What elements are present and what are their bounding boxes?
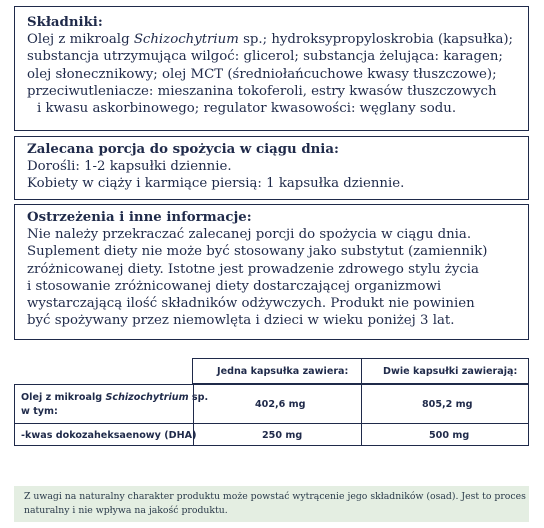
dosage-section <box>14 136 529 200</box>
warnings-section <box>14 204 529 340</box>
warnings-heading: Ostrzeżenia i inne informacje: <box>27 210 252 225</box>
ingredients-line-1-start: Olej z mikroalg <box>27 32 134 48</box>
ingredients-section <box>14 6 529 131</box>
warnings-line-4: i stosowanie zróżnicowanej diety dostarczającej organizmowi <box>27 278 442 294</box>
sediment-note <box>14 486 529 522</box>
header-two-capsules: Dwie kapsułki zawierają: <box>383 366 518 377</box>
note-line-1: Z uwagi na naturalny charakter produktu może powstać wytrącenie jego składników (osad). Jest to proces <box>24 491 526 502</box>
row-oil-label-end: sp. <box>188 392 209 403</box>
row-dha-label: -kwas dokozaheksaenowy (DHA) <box>21 430 197 441</box>
header-one-capsule: Jedna kapsułka zawiera: <box>217 366 349 377</box>
dosage-line-adults: Dorośli: 1-2 kapsułki dziennie. <box>27 159 232 175</box>
row-oil-label-sub: w tym: <box>21 406 58 417</box>
warnings-line-2: Suplement diety nie może być stosowany jako substytut (zamiennik) <box>27 244 488 260</box>
warnings-line-6: być spożywany przez niemowlęta i dzieci w wieku poniżej 3 lat. <box>27 313 455 329</box>
header-divider <box>361 359 362 383</box>
ingredients-line-1-end: sp.; hydroksypropyloskrobia (kapsułka); <box>238 32 514 48</box>
row-dha-one-capsule: 250 mg <box>262 430 303 441</box>
row-oil-one-capsule: 402,6 mg <box>255 399 306 410</box>
row-oil-label-start: Olej z mikroalg <box>21 392 106 403</box>
row-oil-two-capsules: 805,2 mg <box>422 399 473 410</box>
nutrition-header-row <box>192 358 529 384</box>
nutrition-body <box>14 384 529 446</box>
ingredients-line-1 <box>27 31 516 48</box>
ingredients-species-name: Schizochytrium <box>133 32 239 48</box>
ingredients-line-5: i kwasu askorbinowego; regulator kwasowości: węglany sodu. <box>37 101 457 117</box>
ingredients-line-4: przeciwutleniacze: mieszanina tokoferoli, estry kwasów tłuszczowych <box>27 83 497 99</box>
warnings-line-3: zróżnicowanej diety. Istotne jest prowadzenie zdrowego stylu życia <box>27 261 479 277</box>
ingredients-line-3: olej słonecznikowy; olej MCT (średniołańcuchowe kwasy tłuszczowe); <box>27 66 497 82</box>
ingredients-heading: Składniki: <box>27 15 103 30</box>
dosage-line-pregnant: Kobiety w ciąży i karmiące piersią: 1 kapsułka dziennie. <box>27 176 405 192</box>
row-divider <box>15 423 528 424</box>
note-line-2: naturalny i nie wpływa na jakość produktu. <box>24 504 228 516</box>
warnings-line-5: wystarczającą ilość składników odżywczych. Produkt nie powinien <box>27 296 475 312</box>
dosage-heading: Zalecana porcja do spożycia w ciągu dnia: <box>27 142 339 157</box>
row-oil-species: Schizochytrium <box>105 392 189 403</box>
column-divider-2 <box>361 385 362 445</box>
warnings-line-1: Nie należy przekraczać zalecanej porcji do spożycia w ciągu dnia. <box>27 227 472 243</box>
row-oil-label <box>21 392 208 403</box>
ingredients-line-2: substancja utrzymująca wilgoć: glicerol; substancja żelująca: karagen; <box>27 49 503 65</box>
row-dha-two-capsules: 500 mg <box>429 430 470 441</box>
